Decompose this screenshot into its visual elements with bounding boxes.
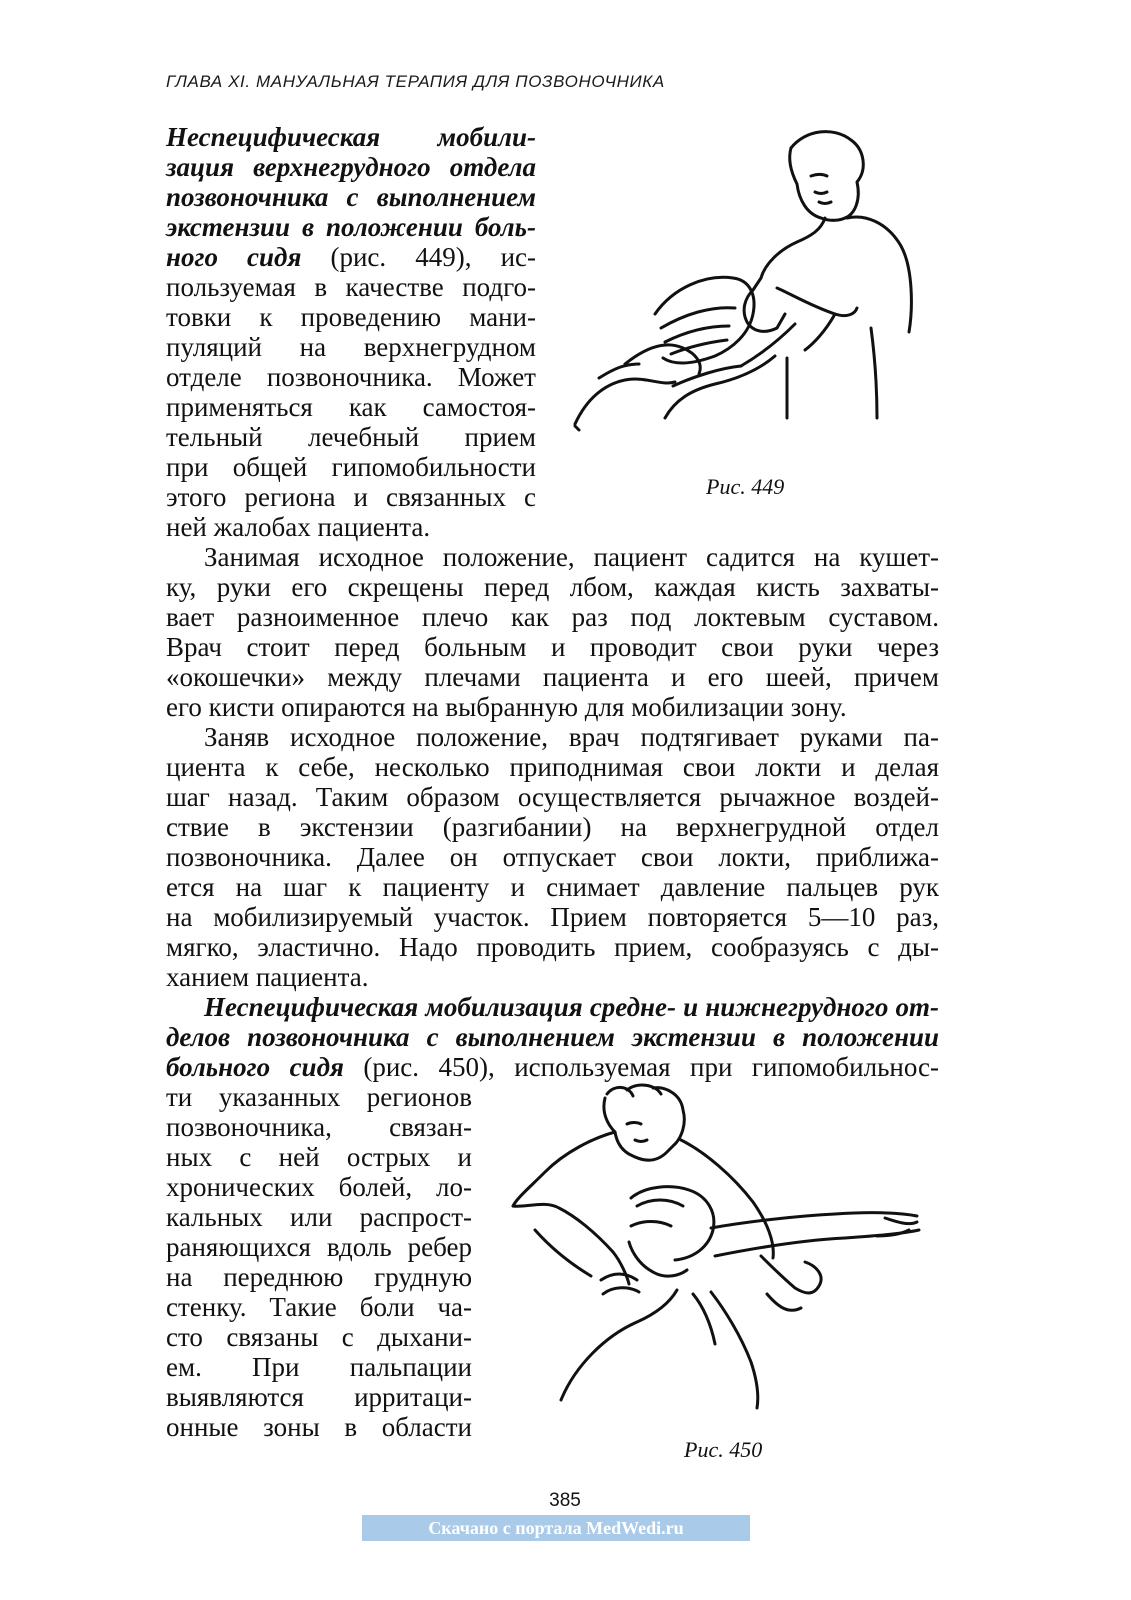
text-line: отделе позвоночника. Может: [166, 362, 536, 392]
text-line: ти указанных регионов: [166, 1082, 472, 1112]
doctor-face-line: [790, 148, 845, 220]
text-line: ствие в экстензии (разгибании) на верхнегрудной отдел: [166, 812, 939, 842]
running-head: ГЛАВА XI. МАНУАЛЬНАЯ ТЕРАПИЯ ДЛЯ ПОЗВОНОЧНИКА: [166, 72, 665, 91]
text-line: ется на шаг к пациенту и снимает давление пальцев рук: [166, 872, 939, 902]
text-line: при общей гипомобильности: [166, 452, 536, 482]
figure-450-caption: Рис. 450: [684, 1437, 763, 1462]
figure-450-illustration: [505, 1080, 930, 1410]
patient-left-arm-top: [711, 1213, 917, 1228]
doctor-left-shoulder: [513, 1132, 615, 1206]
paragraph-starting-position: [166, 542, 939, 722]
text-line: раняющихся вдоль ребер: [166, 1232, 472, 1262]
text-line: онные зоны в области: [166, 1412, 472, 1442]
text-line: тельный лечебный прием: [166, 422, 536, 452]
patient-back: [561, 1290, 677, 1400]
portal-watermark: Скачано с портала MedWedi.ru: [362, 1515, 750, 1541]
text-line: на мобилизируемый участок. Прием повторяется 5—10 раз,: [166, 902, 939, 932]
patient-back-line: [575, 379, 675, 424]
text-line: сто связаны с дыхани-: [166, 1322, 472, 1352]
text-line: делов позвоночника с выполнением экстензии в положении: [166, 1022, 939, 1052]
text-line: его кисти опираются на выбранную для мобилизации зону.: [166, 692, 847, 722]
doctor-arm-line: [777, 288, 857, 316]
text-line: «окошечки» между плечами пациента и его шеей, причем: [166, 662, 939, 692]
text-line: ней жалобах пациента.: [166, 512, 431, 542]
text-line: шаг назад. Таким образом осуществляется рычажное воздей-: [166, 782, 939, 812]
patient-shoulder-line: [665, 356, 775, 418]
text-line: мягко, эластично. Надо проводить прием, сообразуясь с ды-: [166, 932, 939, 962]
doctor-right-hand: [761, 1256, 821, 1293]
text-line: кальных или распрост-: [166, 1202, 472, 1232]
text-line: позвоночника с выполнением: [166, 182, 536, 212]
text-line: зация верхнегрудного отдела: [166, 152, 536, 182]
section-mobilization-upper-thoracic: [166, 122, 536, 542]
doctor-left-arm: [513, 1204, 629, 1284]
text-line: Врач стоит перед больным и проводит свои руки через: [166, 632, 939, 662]
text-line: вает разноименное плечо как раз под локтевым суставом.: [166, 602, 939, 632]
text-line: ку, руки его скрещены перед лбом, каждая кисть захваты-: [166, 572, 939, 602]
text-line: Занимая исходное положение, пациент садится на кушет-: [204, 542, 939, 572]
text-line: ханием пациента.: [166, 962, 369, 992]
text-line: хронических болей, ло-: [166, 1172, 472, 1202]
text-line: пользуемая в качестве подго-: [166, 272, 536, 302]
doctor-face: [604, 1098, 675, 1160]
text-line: циента к себе, несколько приподнимая свои локти и делая: [166, 752, 939, 782]
text-line: этого региона и связанных с: [166, 482, 536, 512]
paragraph-indications: [166, 1082, 472, 1442]
figure-449-caption: Рис. 449: [706, 474, 785, 499]
doctor-back-line: [847, 217, 911, 332]
patient-head: [655, 277, 754, 363]
text-line: выявляются ирритаци-: [166, 1382, 472, 1412]
text-line: экстензии в положении боль-: [166, 212, 536, 242]
text-line: ных с ней острых и: [166, 1142, 472, 1172]
doctor-back: [681, 1140, 773, 1258]
text-line: Заняв исходное положение, врач подтягивает руками па-: [204, 722, 939, 752]
page-number: 385: [549, 1490, 581, 1511]
patient-left-arm-bottom: [715, 1230, 919, 1256]
text-line: пуляций на верхнегрудном: [166, 332, 536, 362]
doctor-hair: [607, 1085, 684, 1144]
text-line: позвоночника, связан-: [166, 1112, 472, 1142]
figure-449-illustration: [565, 118, 925, 458]
text-line: ем. При пальпации: [166, 1352, 472, 1382]
text-line: применяться как самостоя-: [166, 392, 536, 422]
text-line: Неспецифическая мобилизация средне- и нижнегрудного от-: [204, 992, 939, 1022]
patient-front: [711, 1292, 758, 1408]
text-line: позвоночника. Далее он отпускает свои локти, приближа-: [166, 842, 939, 872]
doctor-left-hand: [601, 1274, 637, 1280]
doctor-left-shoulder: [753, 218, 825, 290]
text-line: ного сидя (рис. 449), ис-: [166, 242, 536, 272]
paragraph-technique: [166, 722, 939, 992]
section-mobilization-mid-lower-thoracic: [166, 992, 939, 1082]
text-line: больного сидя (рис. 450), используемая при гипомобильнос-: [166, 1052, 939, 1082]
text-line: Неспецифическая мобили-: [166, 122, 536, 152]
text-line: стенку. Такие боли ча-: [166, 1292, 472, 1322]
text-line: на переднюю грудную: [166, 1262, 472, 1292]
text-line: товки к проведению мани-: [166, 302, 536, 332]
